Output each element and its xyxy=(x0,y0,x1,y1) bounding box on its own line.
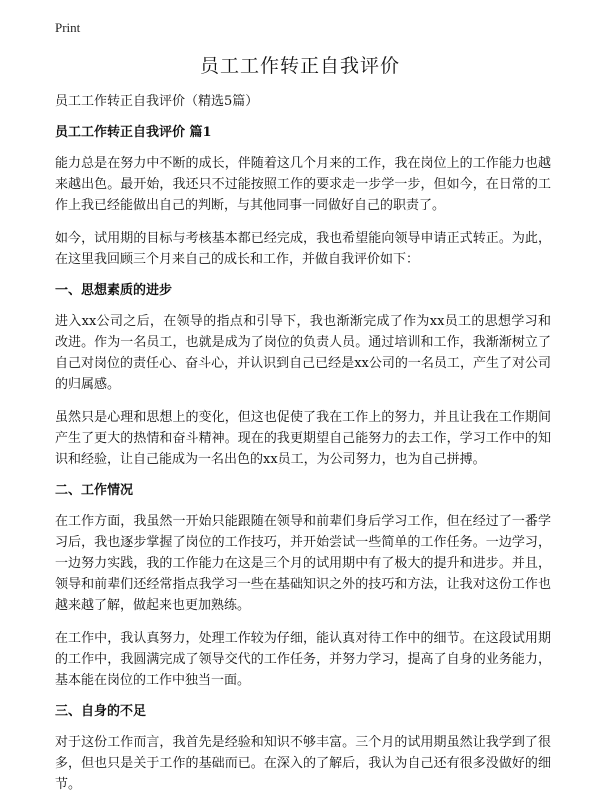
section-heading-2: 二、工作情况 xyxy=(55,483,134,498)
paragraph-intro-1: 能力总是在努力中不断的成长，伴随着这几个月来的工作，我在岗位上的工作能力也越来越出色。最开始，我还只不过能按照工作的要求走一步学一步，但如今，在日常的工作上我已经能做出自己的判断，与其他同事一同做好自己的职责了。 xyxy=(55,156,551,213)
article-body xyxy=(55,93,551,807)
article-subtitle: 员工工作转正自我评价（精选5篇） xyxy=(55,94,259,109)
paragraph-section2-1: 在工作方面，我虽然一开始只能跟随在领导和前辈们身后学习工作，但在经过了一番学习后，我也逐步掌握了岗位的工作技巧，并开始尝试一些简单的工作任务。一边学习，一边努力实践，我的工作能力在这是三个月的试用期中有了极大的提升和进步。并且，领导和前辈们还经常指点我学习一些在基础知识之外的技巧和方法，让我对这份工作也越来越了解，做起来也更加熟练。 xyxy=(55,514,551,613)
paragraph-intro-2: 如今，试用期的目标与考核基本都已经完成，我也希望能向领导申请正式转正。为此，在这里我回顾三个月来自己的成长和工作，并做自我评价如下： xyxy=(55,231,551,267)
article-heading: 员工工作转正自我评价 篇1 xyxy=(55,125,212,140)
paragraph-section1-1: 进入xx公司之后，在领导的指点和引导下，我也渐渐完成了作为xx员工的思想学习和改进。作为一名员工，也就是成为了岗位的负责人员。通过培训和工作，我渐渐树立了自己对岗位的责任心、奋斗心，并认识到自己已经是xx公司的一名员工，产生了对公司的归属感。 xyxy=(55,314,551,392)
print-link[interactable]: Print xyxy=(55,20,81,35)
paragraph-section1-2: 虽然只是心理和思想上的变化，但这也促使了我在工作上的努力，并且让我在工作期间产生了更大的热情和奋斗精神。现在的我更期望自己能努力的去工作，学习工作中的知识和经验，让自己能成为一名出色的xx员工，为公司努力，也为自己拼搏。 xyxy=(55,410,551,467)
section-heading-3: 三、自身的不足 xyxy=(55,704,147,719)
section-heading-1: 一、思想素质的进步 xyxy=(55,283,173,298)
paragraph-section2-2: 在工作中，我认真努力，处理工作较为仔细，能认真对待工作中的细节。在这段试用期的工作中，我圆满完成了领导交代的工作任务，并努力学习，提高了自身的业务能力，基本能在岗位的工作中独当一面。 xyxy=(55,631,551,688)
page-title: 员工工作转正自我评价 xyxy=(199,55,400,77)
paragraph-section3-1: 对于这份工作而言，我首先是经验和知识不够丰富。三个月的试用期虽然让我学到了很多，但也只是关于工作的基础而已。在深入的了解后，我认为自己还有很多没做好的细节。 xyxy=(55,735,551,792)
